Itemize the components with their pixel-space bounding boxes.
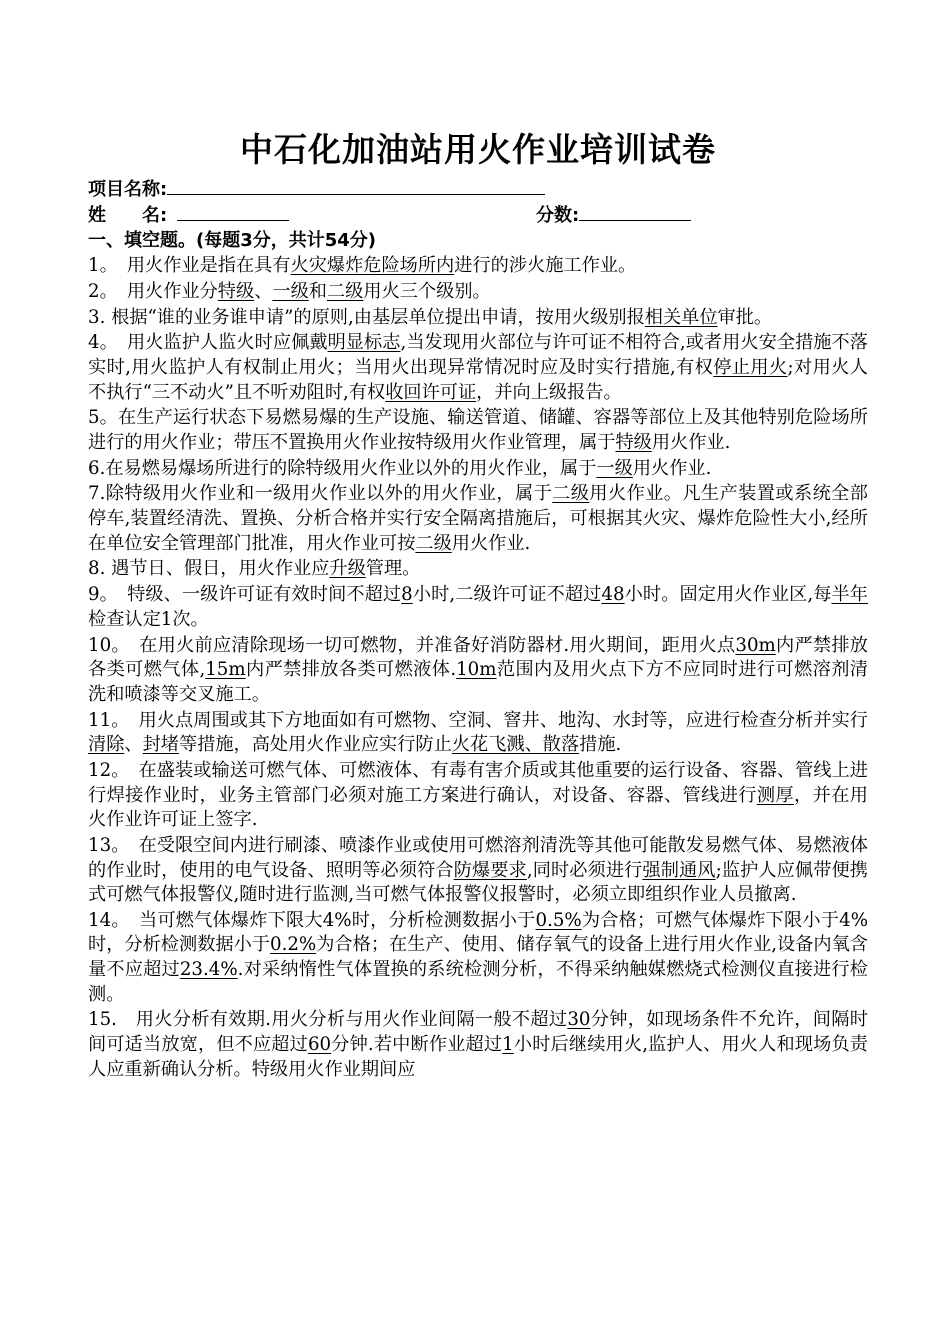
answer-blank: 停止用火 <box>713 356 788 378</box>
question-text: 和 <box>308 280 327 302</box>
answer-blank: 二级 <box>415 532 452 554</box>
question-text: 用火作业。凡生产装置或系统全部停车,装置经清洗、置换、分析合格并实行安全隔离措施后，可根据其火灾、爆炸危险性大小,经所在单位安全管理部门批准，用火作业可按 <box>88 483 868 554</box>
question-text: 10。 在用火前应清除现场一切可燃物，并准备好消防器材.用火期间，距用火点 <box>88 634 736 656</box>
name-blank[interactable] <box>177 202 289 221</box>
question-text: 用火三个级别。 <box>363 280 491 302</box>
question-text: ，并向上级报告。 <box>476 381 622 403</box>
answer-blank: 防爆要求 <box>453 859 527 881</box>
answer-blank: 一级 <box>272 280 309 302</box>
question-text: 用火作业. <box>451 532 531 554</box>
name-score-row <box>88 202 868 228</box>
question-list <box>88 254 868 1082</box>
question-text: ，并在用火作业许可证上签字. <box>88 784 868 831</box>
answer-blank: 相关单位 <box>644 306 718 328</box>
question-3 <box>88 306 868 331</box>
question-14 <box>88 909 868 1007</box>
question-5 <box>88 406 868 455</box>
answer-blank: 收回许可证 <box>385 381 477 403</box>
question-text: ;监护人应佩带便携式可燃气体报警仪,随时进行监测,当可燃气体报警仪报警时，必须立即组织作业人员撤离. <box>88 859 868 906</box>
answer-blank: 30 <box>567 1009 591 1031</box>
answer-blank: 封堵 <box>142 734 179 756</box>
question-11 <box>88 709 868 758</box>
question-text: 用火作业. <box>651 431 731 453</box>
answer-blank: 8 <box>401 584 413 606</box>
answer-blank: 15m <box>205 659 246 681</box>
answer-blank: 60 <box>307 1034 332 1056</box>
question-7 <box>88 482 868 556</box>
question-2 <box>88 280 868 305</box>
question-text: 14。 当可燃气体爆炸下限大4%时，分析检测数据小于 <box>88 909 536 931</box>
question-12 <box>88 759 868 833</box>
question-text: 、 <box>124 734 143 756</box>
question-text: .对采纳惰性气体置换的系统检测分析，不得采纳触媒燃烧式检测仪直接进行检测。 <box>88 959 868 1005</box>
question-text: 7.除特级用火作业和一级用火作业以外的用火作业，属于 <box>88 483 553 505</box>
question-text: 6.在易燃易爆场所进行的除特级用火作业以外的用火作业，属于 <box>88 457 597 479</box>
question-15 <box>88 1008 868 1082</box>
question-text: 小时。固定用火作业区,每 <box>624 584 832 606</box>
question-text: 内严禁排放各类可燃液体. <box>245 659 457 681</box>
project-name-label: 项目名称: <box>88 179 168 200</box>
score-blank[interactable] <box>579 202 691 221</box>
question-10 <box>88 634 868 708</box>
question-4 <box>88 331 868 405</box>
score-label: 分数: <box>536 205 580 226</box>
answer-blank: 二级 <box>552 483 590 505</box>
answer-blank: 1 <box>502 1034 514 1056</box>
answer-blank: 0.5% <box>535 909 582 931</box>
question-text: 8. 遇节日、假日，用火作业应 <box>88 558 330 580</box>
question-text: 11。 用火点周围或其下方地面如有可燃物、空洞、窨井、地沟、水封等，应进行检查分析并实行 <box>88 709 868 731</box>
project-name-blank[interactable] <box>167 176 545 195</box>
question-text: 2。 用火作业分 <box>88 280 218 302</box>
question-text: 审批。 <box>717 306 773 328</box>
question-text: 范围内及用火点下方不应同时进行可燃溶剂清洗和喷漆等交叉施工。 <box>88 659 868 705</box>
question-text: ,同时必须进行 <box>526 859 643 881</box>
exam-title: 中石化加油站用火作业培训试卷 <box>240 130 716 169</box>
question-text: 进行的涉火施工作业。 <box>454 255 637 276</box>
score-field <box>536 202 691 229</box>
answer-blank: 火灾爆炸危险场所内 <box>290 255 455 276</box>
question-text: 分钟.若中断作业超过 <box>331 1034 503 1056</box>
question-text: 小时后继续用火,监护人、用火人和现场负责人应重新确认分析。特级用火作业期间应 <box>88 1034 868 1080</box>
answer-blank: 48 <box>601 584 625 606</box>
question-text: 措施. <box>579 734 622 756</box>
answer-blank: 升级 <box>329 558 366 580</box>
question-text: 5。在生产运行状态下易燃易爆的生产设施、输送管道、储罐、容器等部位上及其他特别危险场所进行的用火作业；带压不置换用火作业按特级用火作业管理，属于 <box>88 407 868 453</box>
question-text: 15. 用火分析有效期.用火分析与用火作业间隔一般不超过 <box>88 1009 568 1031</box>
question-text: 小时,二级许可证不超过 <box>412 584 602 606</box>
question-text: 1。 用火作业是指在具有 <box>88 255 291 276</box>
question-text: 12。 在盛装或输送可燃气体、可燃液体、有毒有害介质或其他重要的运行设备、容器、管线上进行焊接作业时，业务主管部门必须对施工方案进行确认，对设备、容器、管线进行 <box>88 759 868 806</box>
question-1 <box>88 254 868 279</box>
question-6 <box>88 457 868 482</box>
answer-blank: 火花飞溅、散落 <box>451 734 580 756</box>
question-text: 管理。 <box>365 558 421 580</box>
question-text: 检查认定1次。 <box>88 608 209 630</box>
answer-blank: 测厚 <box>756 784 795 806</box>
name-label: 姓 名: <box>88 205 168 226</box>
answer-blank: 清除 <box>88 734 125 756</box>
question-8 <box>88 557 868 582</box>
answer-blank: 半年 <box>831 584 868 606</box>
question-text: 分钟，如现场条件不允许，间隔时间可适当放宽，但不应超过 <box>88 1009 868 1056</box>
answer-blank: 23.4% <box>179 959 238 981</box>
answer-blank: 一级 <box>596 457 633 479</box>
question-13 <box>88 834 868 908</box>
answer-blank: 特级 <box>217 280 255 302</box>
answer-blank: 二级 <box>326 280 364 302</box>
question-text: 内严禁排放各类可燃气体, <box>88 634 868 681</box>
answer-blank: 强制通风 <box>642 859 716 881</box>
exam-page <box>88 126 868 1083</box>
answer-blank: 0.2% <box>270 934 317 956</box>
question-text: ,当发现用火部位与许可证不相符合,或者用火安全措施不落实时,用火监护人有权制止用火；当用火出现异常情况时应及时实行措施,有权 <box>88 332 868 378</box>
question-text: 9。 特级、一级许可证有效时间不超过 <box>88 584 402 606</box>
answer-blank: 特级 <box>615 431 652 453</box>
section-fill-in-blank-heading: 一、填空题。(每题3分，共计54分) <box>88 230 377 251</box>
question-text: 3. 根据“谁的业务谁申请”的原则,由基层单位提出申请，按用火级别报 <box>88 306 645 328</box>
answer-blank: 30m <box>735 634 776 656</box>
question-text: ;对用火人不执行“三不动火”且不听劝阻时,有权 <box>88 356 868 403</box>
question-text: 为合格；在生产、使用、储存氧气的设备上进行用火作业,设备内氧含量不应超过 <box>88 934 868 981</box>
question-text: 为合格；可燃气体爆炸下限小于4%时，分析检测数据小于 <box>88 909 868 956</box>
question-text: 、 <box>254 280 273 302</box>
question-text: 用火作业. <box>632 457 712 479</box>
answer-blank: 10m <box>456 659 497 681</box>
question-9 <box>88 583 868 632</box>
question-text: 4。 用火监护人监火时应佩戴 <box>88 332 328 354</box>
question-text: 等措施，高处用火作业应实行防止 <box>178 734 452 756</box>
project-name-row <box>88 176 868 202</box>
answer-blank: 明显标志 <box>327 332 401 354</box>
question-text: 13。 在受限空间内进行刷漆、喷漆作业或使用可燃溶剂清洗等其他可能散发易燃气体、易燃液体的作业时，使用的电气设备、照明等必须符合 <box>88 834 868 881</box>
